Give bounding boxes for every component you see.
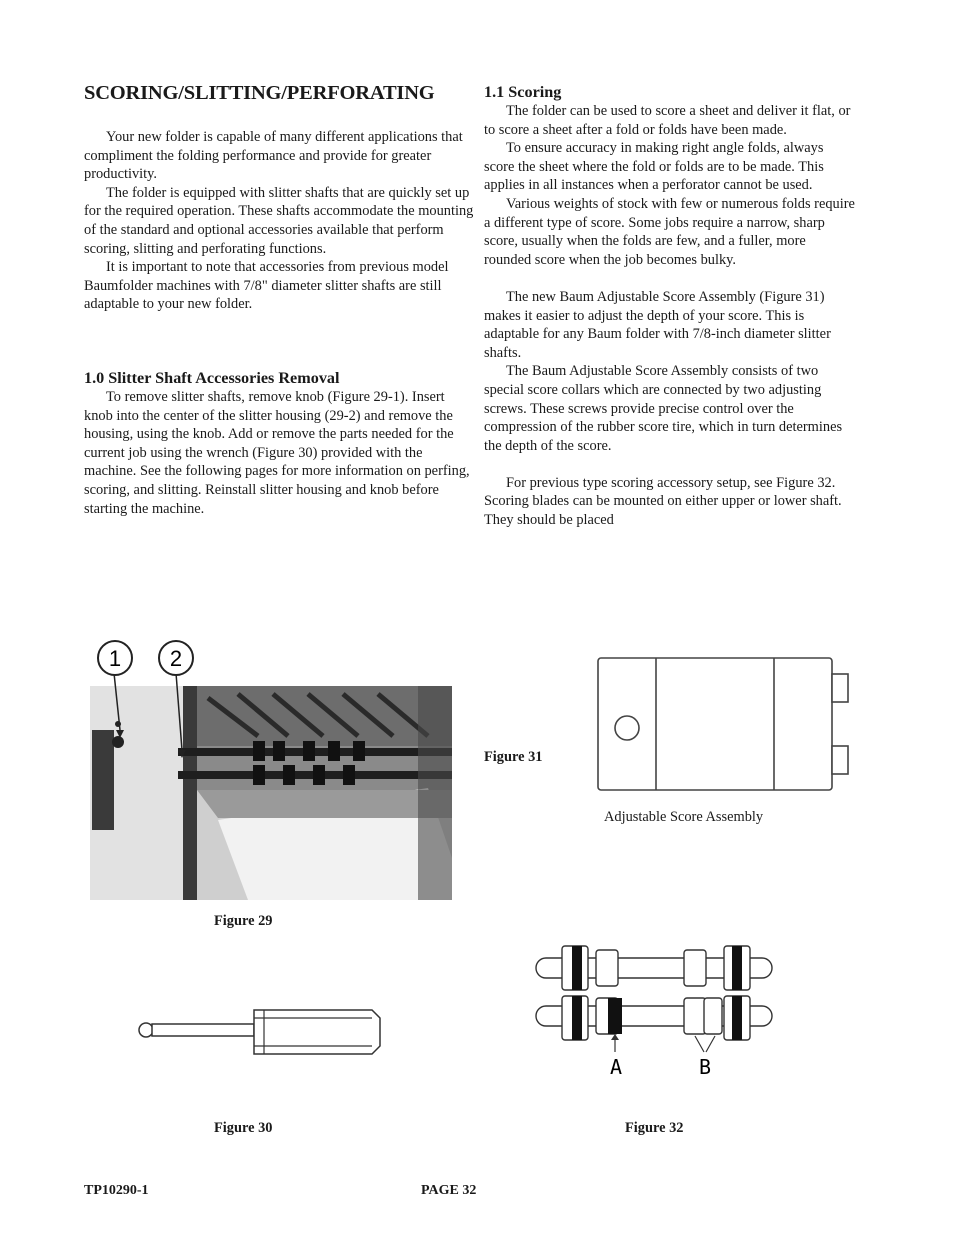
callout-1-label: 1 — [108, 646, 122, 671]
figure-31-diagram — [594, 654, 852, 794]
intro-paragraph-2: The folder is equipped with slitter shafts that are quickly set up for the required operation. These shafts accommodate the mounting of the standard and optional accessories available that perform scoring, slitting and perforating functions. — [84, 184, 474, 257]
footer-page-number: PAGE 32 — [421, 1183, 477, 1198]
scoring-heading: 1.1 Scoring — [484, 83, 562, 101]
scoring-paragraph-5: The Baum Adjustable Score Assembly consists of two special score collars which are connected by two adjusting screws. These screws provide precise control over the compression of the rubber score tire, which in turn determines the depth of the score. — [484, 363, 843, 454]
figure-32-caption: Figure 32 — [625, 1120, 684, 1136]
figure-30-wrench — [136, 1004, 386, 1068]
figure-31-description: Adjustable Score Assembly — [604, 809, 764, 825]
slitter-removal-heading: 1.0 Slitter Shaft Accessories Removal — [84, 369, 340, 387]
figure-32-label-a: A — [609, 1055, 623, 1076]
figure-29-photo — [88, 638, 454, 902]
intro-paragraph-1: Your new folder is capable of many different applications that compliment the folding performance and provide for greater productivity. — [84, 129, 463, 183]
figure-31-caption: Figure 31 — [484, 749, 543, 765]
figure-32-label-b: B — [698, 1055, 712, 1076]
slitter-removal-text: To remove slitter shafts, remove knob (Figure 29-1). Insert knob into the center of the slitter housing (29-2) and remove the housing, using the knob. Add or remove the parts needed for the current job using the wrench (Figure 30) provided with the machine. See the following pages for more information on perfing, scoring, and slitting. Reinstall slitter housing and knob before starting the machine. — [84, 389, 470, 517]
callout-2-label: 2 — [169, 646, 183, 671]
left-column — [84, 128, 476, 314]
slitter-removal-section — [84, 368, 476, 518]
intro-paragraph-3: It is important to note that accessories from previous model Baumfolder machines with 7/8" diameter slitter shafts are still adaptable to your new folder. — [84, 259, 449, 313]
scoring-paragraph-2: To ensure accuracy in making right angle folds, always score the sheet where the fold or folds are to be made. This applies in all instances when a perforator cannot be used. — [484, 140, 824, 194]
figure-30-caption: Figure 30 — [214, 1120, 273, 1136]
scoring-paragraph-4: The new Baum Adjustable Score Assembly (Figure 31) makes it easier to adjust the depth of your score. This is adaptable for any Baum folder with 7/8-inch diameter slitter shafts. — [484, 288, 831, 361]
scoring-paragraph-6: For previous type scoring accessory setup, see Figure 32. Scoring blades can be mounted on either upper or lower shaft. They should be placed — [484, 474, 842, 529]
scoring-paragraph-1: The folder can be used to score a sheet and deliver it flat, or to score a sheet after a fold or folds have been made. — [484, 103, 851, 138]
scoring-paragraph-3: Various weights of stock with few or numerous folds require a different type of score. Some jobs require a narrow, sharp score, usually when the folds are few, and a fuller, more rounded score when the job becomes bulky. — [484, 195, 855, 268]
page-title: SCORING/SLITTING/PERFORATING — [84, 82, 435, 104]
right-column — [484, 82, 856, 530]
footer-doc-number: TP10290-1 — [84, 1183, 149, 1198]
figure-32-diagram — [532, 940, 778, 1076]
figure-29-caption: Figure 29 — [214, 913, 273, 929]
